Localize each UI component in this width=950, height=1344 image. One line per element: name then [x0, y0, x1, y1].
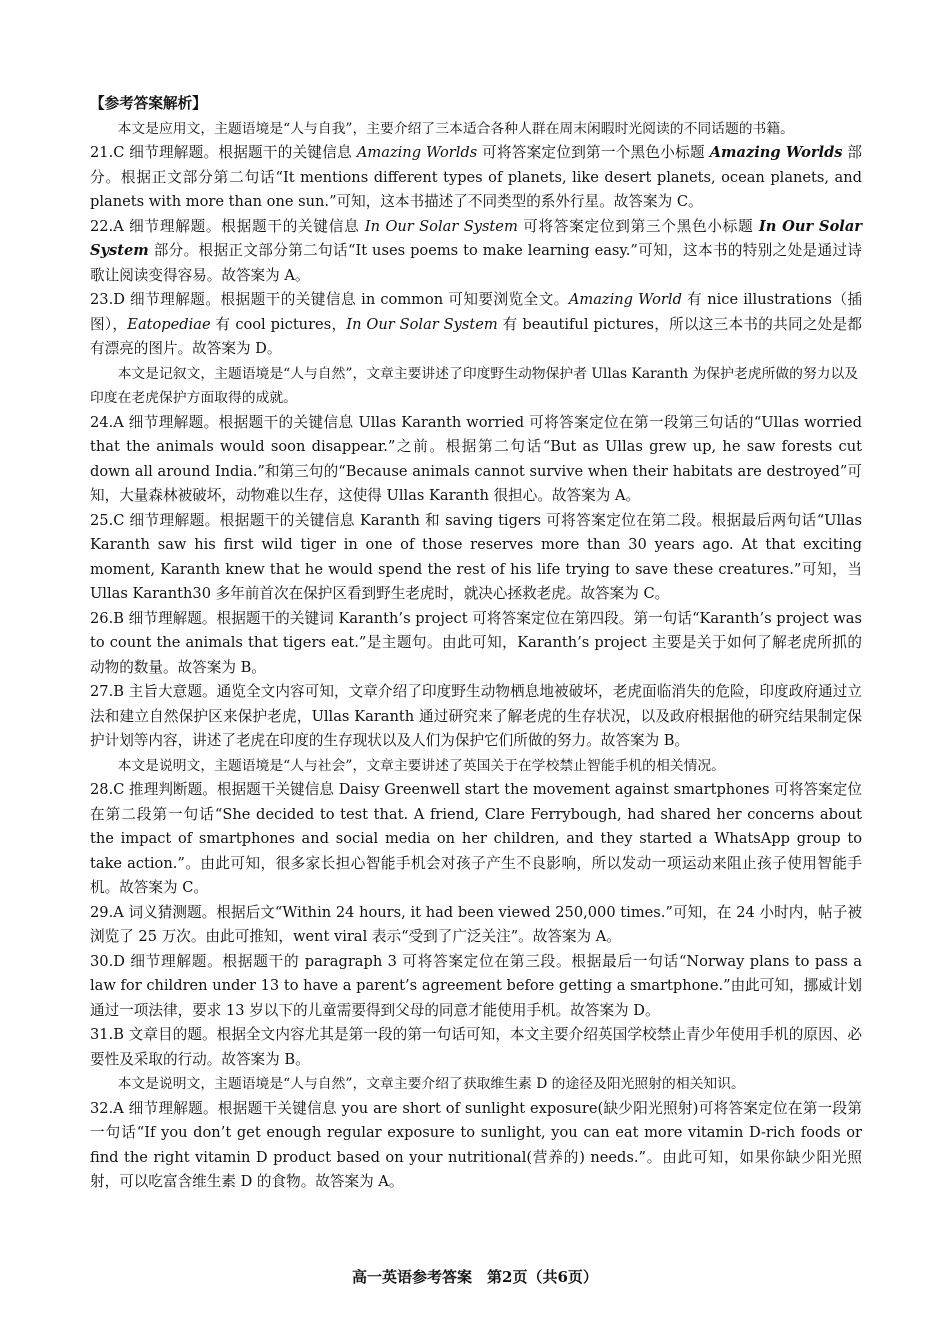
- answer-explanation: 29.A 词义猜测题。根据后文“Within 24 hours, it had been viewed 250,000 times.”可知，在 24 小时内，帖子被浏览了 25 万次。由此可推知，went viral 表示“受到了广泛关注”。故答案为 A。: [90, 903, 862, 945]
- answer-explanation: 21.C 细节理解题。根据题干的关键信息 Amazing Worlds 可将答案定位到第一个黑色小标题 Amazing Worlds 部分。根据正文部分第二句话“It mentions different types of planets, like desert planets, ocean planets, and planets with more than one sun.”可知，这本书描述了不同类型的系外行星。故答案为 C。: [90, 144, 863, 210]
- answer-explanation: 26.B 细节理解题。根据题干的关键词 Karanth’s project 可将答案定位在第四段。第一句话“Karanth’s project was to count the animals that tigers eat.”是主题句。由此可知，Karanth’s project 主要是关于如何了解老虎所抓的动物的数量。故答案为 B。: [90, 609, 862, 676]
- passage-summary: 本文是记叙文，主题语境是“人与自然”，文章主要讲述了印度野生动物保护者 Ullas Karanth 为保护老虎所做的努力以及印度在老虎保护方面取得的成就。: [90, 365, 859, 406]
- answer-content: [90, 117, 862, 1195]
- answer-explanation: 24.A 细节理解题。根据题干的关键信息 Ullas Karanth worried 可将答案定位在第一段第三句话的“Ullas worried that the animals would soon disappear.”之前。根据第二句话“But as Ullas grew up, he saw forests cut down all around India.”和第三句的“Because animals cannot survive when their habitats are destroyed”可知，大量森林被破坏，动物难以生存，这使得 Ullas Karanth 很担心。故答案为 A。: [90, 413, 862, 504]
- page-footer: 高一英语参考答案 第2页（共6页）: [352, 1268, 598, 1286]
- answer-explanation: 31.B 文章目的题。根据全文内容尤其是第一段的第一句话可知，本文主要介绍英国学校禁止青少年使用手机的原因、必要性及采取的行动。故答案为 B。: [90, 1026, 862, 1068]
- answer-explanation: 25.C 细节理解题。根据题干的关键信息 Karanth 和 saving tigers 可将答案定位在第二段。根据最后两句话“Ullas Karanth saw his first wild tiger in one of those reserves more than 30 years ago. At that exciting moment, Karanth knew that he would spend the rest of his life trying to save these creatures.”可知，当 Ullas Karanth30 多年前首次在保护区看到野生老虎时，就决心拯救老虎。故答案为 C。: [90, 511, 862, 602]
- answer-explanation: 27.B 主旨大意题。通览全文内容可知，文章介绍了印度野生动物栖息地被破坏，老虎面临消失的危险，印度政府通过立法和建立自然保护区来保护老虎，Ullas Karanth 通过研究来了解老虎的生存状况，以及政府根据他的研究结果制定保护计划等内容，讲述了老虎在印度的生存现状以及人们为保护它们所做的努力。故答案为 B。: [90, 683, 862, 749]
- passage-summary: 本文是说明文，主题语境是“人与自然”，文章主要介绍了获取维生素 D 的途径及阳光照射的相关知识。: [117, 1076, 745, 1092]
- passage-summary: 本文是说明文，主题语境是“人与社会”，文章主要讲述了英国关于在学校禁止智能手机的相关情况。: [117, 757, 725, 774]
- passage-summary: 本文是应用文，主题语境是“人与自我”，主要介绍了三本适合各种人群在周末闲暇时光阅读的不同话题的书籍。: [117, 120, 794, 137]
- answer-explanation: 30.D 细节理解题。根据题干的 paragraph 3 可将答案定位在第三段。根据最后一句话“Norway plans to pass a law for children under 13 to have a parent’s agreement before getting a smartphone.”由此可知，挪威计划通过一项法律，要求 13 岁以下的儿童需要得到父母的同意才能使用手机。故答案为 D。: [90, 952, 862, 1019]
- section-heading: 【参考答案解析】: [90, 95, 207, 112]
- answer-explanation: 23.D 细节理解题。根据题干的关键信息 in common 可知要浏览全文。Amazing World 有 nice illustrations（插图），Eatopediae 有 cool pictures，In Our Solar System 有 beautiful pictures，所以这三本书的共同之处是都有漂亮的图片。故答案为 D。: [90, 291, 862, 357]
- answer-explanation: 32.A 细节理解题。根据题干关键信息 you are short of sunlight exposure(缺少阳光照射)可将答案定位在第一段第一句话“If you don’t get enough regular exposure to sunlight, you can eat more vitamin D-rich foods or find the right vitamin D product based on your nutritional(营养的) needs.”。由此可知，如果你缺少阳光照射，可以吃富含维生素 D 的食物。故答案为 A。: [90, 1099, 862, 1190]
- answer-explanation: 22.A 细节理解题。根据题干的关键信息 In Our Solar System 可将答案定位到第三个黑色小标题 In Our Solar System 部分。根据正文部分第二句话“It uses poems to make learning easy.”可知，这本书的特别之处是通过诗歌让阅读变得容易。故答案为 A。: [90, 217, 863, 284]
- answer-explanation: 28.C 推理判断题。根据题干关键信息 Daisy Greenwell start the movement against smartphones 可将答案定位在第二段第一句话“She decided to test that. A friend, Clare Ferrybough, had shared her concerns about the impact of smartphones and social media on her children, and they started a WhatsApp group to take action.”。由此可知，很多家长担心智能手机会对孩子产生不良影响，所以发动一项运动来阻止孩子使用智能手机。故答案为 C。: [90, 781, 862, 896]
